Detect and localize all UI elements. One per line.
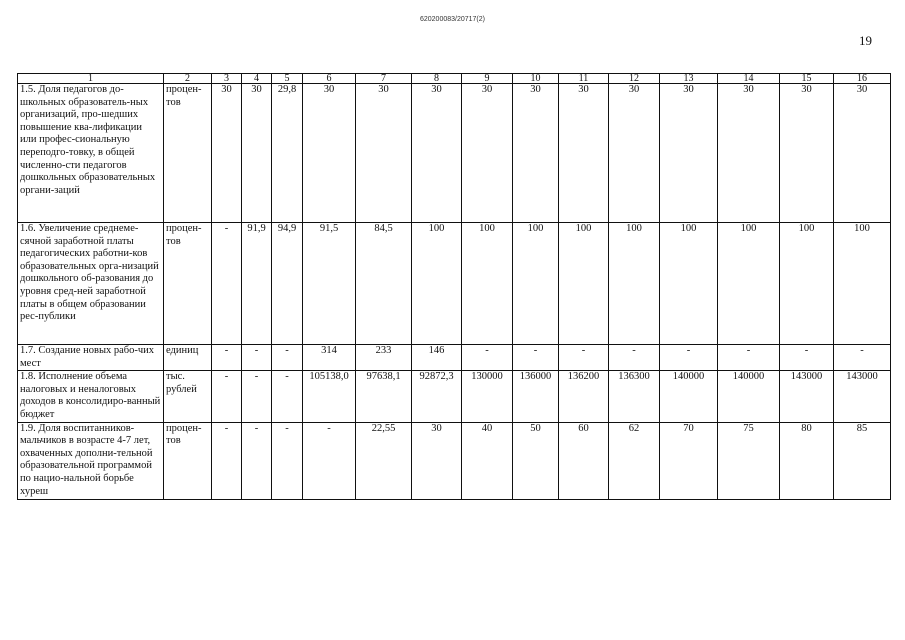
indicator-cell: 1.6. Увеличение среднеме-сячной заработной платы педагогических работни-ков образовательных орга-низаций дошкольного об-разования до уровня сред-ней заработной платы в общем образовании рес-публики [18, 223, 164, 345]
value-cell: 140000 [718, 371, 780, 422]
value-cell: - [272, 345, 303, 371]
column-header: 10 [513, 74, 559, 84]
column-header: 13 [660, 74, 718, 84]
value-cell: 30 [462, 84, 513, 223]
column-header: 4 [242, 74, 272, 84]
column-header: 2 [164, 74, 212, 84]
value-cell: - [462, 345, 513, 371]
value-cell: - [212, 422, 242, 499]
value-cell: 30 [718, 84, 780, 223]
unit-cell: процен-тов [164, 84, 212, 223]
value-cell: 30 [559, 84, 609, 223]
column-header: 8 [412, 74, 462, 84]
value-cell: 100 [660, 223, 718, 345]
unit-cell: процен-тов [164, 223, 212, 345]
value-cell: 80 [780, 422, 834, 499]
value-cell: 75 [718, 422, 780, 499]
value-cell: - [272, 422, 303, 499]
value-cell: 314 [303, 345, 356, 371]
value-cell: 233 [356, 345, 412, 371]
value-cell: 100 [718, 223, 780, 345]
unit-cell: единиц [164, 345, 212, 371]
value-cell: - [609, 345, 660, 371]
indicators-table [17, 73, 891, 500]
value-cell: - [834, 345, 891, 371]
value-cell: - [242, 422, 272, 499]
value-cell: - [212, 345, 242, 371]
value-cell: 50 [513, 422, 559, 499]
value-cell: 30 [660, 84, 718, 223]
value-cell: 60 [559, 422, 609, 499]
value-cell: 30 [513, 84, 559, 223]
value-cell: - [303, 422, 356, 499]
column-header: 7 [356, 74, 412, 84]
value-cell: 40 [462, 422, 513, 499]
value-cell: 100 [780, 223, 834, 345]
value-cell: 105138,0 [303, 371, 356, 422]
document-id: 620200083/20717(2) [419, 16, 485, 23]
value-cell: - [513, 345, 559, 371]
value-cell: - [272, 371, 303, 422]
value-cell: 30 [303, 84, 356, 223]
value-cell: 136000 [513, 371, 559, 422]
table-row [18, 345, 891, 371]
value-cell: - [242, 345, 272, 371]
value-cell: 30 [780, 84, 834, 223]
value-cell: 100 [559, 223, 609, 345]
page-number: 19 [859, 33, 872, 48]
value-cell: 100 [412, 223, 462, 345]
unit-cell: процен-тов [164, 422, 212, 499]
table-row [18, 223, 891, 345]
column-header: 3 [212, 74, 242, 84]
value-cell: 70 [660, 422, 718, 499]
value-cell: - [242, 371, 272, 422]
value-cell: 22,55 [356, 422, 412, 499]
indicator-cell: 1.8. Исполнение объема налоговых и неналоговых доходов в консолидиро-ванный бюджет [18, 371, 164, 422]
value-cell: 91,5 [303, 223, 356, 345]
column-header: 15 [780, 74, 834, 84]
indicator-cell: 1.9. Доля воспитанников-мальчиков в возрасте 4-7 лет, охваченных дополни-тельной образовательной программой по нацио-нальной борьбе хуреш [18, 422, 164, 499]
value-cell: 91,9 [242, 223, 272, 345]
value-cell: - [559, 345, 609, 371]
value-cell: - [660, 345, 718, 371]
column-header: 16 [834, 74, 891, 84]
column-number-row [18, 74, 891, 84]
value-cell: - [780, 345, 834, 371]
value-cell: - [212, 223, 242, 345]
value-cell: 143000 [780, 371, 834, 422]
column-header: 14 [718, 74, 780, 84]
value-cell: 130000 [462, 371, 513, 422]
value-cell: 100 [609, 223, 660, 345]
value-cell: 94,9 [272, 223, 303, 345]
table-row [18, 422, 891, 499]
value-cell: 30 [212, 84, 242, 223]
table-row [18, 371, 891, 422]
column-header: 5 [272, 74, 303, 84]
indicator-cell: 1.5. Доля педагогов до-школьных образователь-ных организаций, про-шедших повышение ква-лификации или профес-сиональную переподго-товку, в общей численно-сти педагогов дошкольных образовательных органи-заций [18, 84, 164, 223]
value-cell: 92872,3 [412, 371, 462, 422]
value-cell: 30 [834, 84, 891, 223]
column-header: 9 [462, 74, 513, 84]
value-cell: 146 [412, 345, 462, 371]
value-cell: 62 [609, 422, 660, 499]
indicator-cell: 1.7. Создание новых рабо-чих мест [18, 345, 164, 371]
column-header: 6 [303, 74, 356, 84]
column-header: 1 [18, 74, 164, 84]
value-cell: 136300 [609, 371, 660, 422]
value-cell: 30 [242, 84, 272, 223]
value-cell: 136200 [559, 371, 609, 422]
value-cell: 30 [412, 84, 462, 223]
value-cell: 30 [356, 84, 412, 223]
value-cell: - [718, 345, 780, 371]
value-cell: 100 [834, 223, 891, 345]
value-cell: 85 [834, 422, 891, 499]
value-cell: 30 [609, 84, 660, 223]
value-cell: 97638,1 [356, 371, 412, 422]
value-cell: 84,5 [356, 223, 412, 345]
value-cell: - [212, 371, 242, 422]
value-cell: 140000 [660, 371, 718, 422]
column-header: 12 [609, 74, 660, 84]
value-cell: 143000 [834, 371, 891, 422]
column-header: 11 [559, 74, 609, 84]
unit-cell: тыс. рублей [164, 371, 212, 422]
table-row [18, 84, 891, 223]
value-cell: 100 [462, 223, 513, 345]
value-cell: 29,8 [272, 84, 303, 223]
value-cell: 30 [412, 422, 462, 499]
value-cell: 100 [513, 223, 559, 345]
